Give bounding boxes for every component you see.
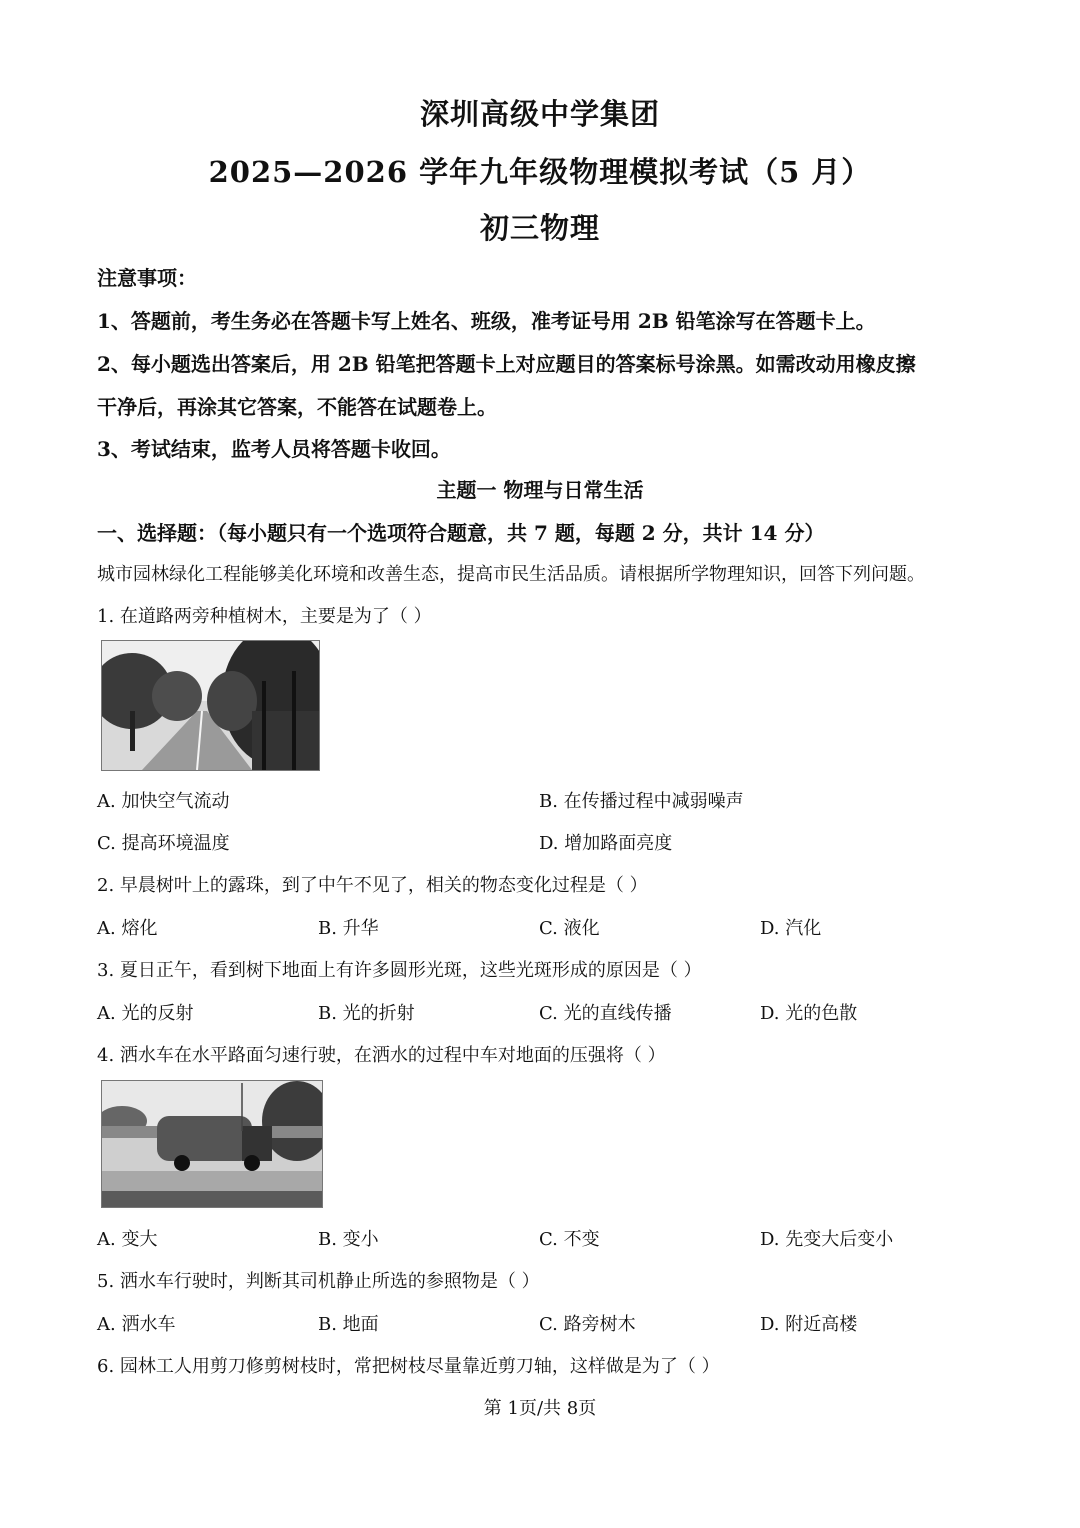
option-d[interactable]: D. 附近高楼 bbox=[760, 1314, 858, 1335]
option-d[interactable]: D. 先变大后变小 bbox=[760, 1229, 894, 1250]
question-stem: 3. 夏日正午，看到树下地面上有许多圆形光斑，这些光斑形成的原因是（ ） bbox=[97, 960, 702, 981]
school-title: 深圳高级中学集团 bbox=[419, 97, 660, 131]
option-b[interactable]: B. 光的折射 bbox=[318, 1003, 415, 1024]
option-b[interactable]: B. 升华 bbox=[318, 918, 379, 939]
question-stem: 5. 洒水车行驶时，判断其司机静止所选的参照物是（ ） bbox=[97, 1271, 540, 1292]
page-footer: 第 1页/共 8页 bbox=[483, 1398, 597, 1419]
option-b[interactable]: B. 变小 bbox=[318, 1229, 379, 1250]
option-a[interactable]: A. 变大 bbox=[97, 1229, 158, 1250]
option-b[interactable]: B. 地面 bbox=[318, 1314, 379, 1335]
question-stem: 2. 早晨树叶上的露珠，到了中午不见了，相关的物态变化过程是（ ） bbox=[97, 875, 648, 896]
note-item: 1、答题前，考生务必在答题卡写上姓名、班级，准考证号用 2B 铅笔涂写在答题卡上。 bbox=[97, 309, 876, 333]
option-d[interactable]: D. 增加路面亮度 bbox=[539, 833, 673, 854]
option-a[interactable]: A. 熔化 bbox=[97, 918, 158, 939]
option-a[interactable]: A. 加快空气流动 bbox=[97, 791, 230, 812]
option-a[interactable]: A. 洒水车 bbox=[97, 1314, 176, 1335]
option-c[interactable]: C. 光的直线传播 bbox=[539, 1003, 672, 1024]
subject-title: 初三物理 bbox=[479, 211, 600, 245]
option-d[interactable]: D. 汽化 bbox=[760, 918, 822, 939]
option-b[interactable]: B. 在传播过程中减弱噪声 bbox=[539, 791, 744, 812]
theme-heading: 主题一 物理与日常生活 bbox=[436, 478, 644, 502]
option-a[interactable]: A. 光的反射 bbox=[97, 1003, 194, 1024]
note-item: 干净后，再涂其它答案，不能答在试题卷上。 bbox=[97, 395, 497, 419]
question-stem: 6. 园林工人用剪刀修剪树枝时，常把树枝尽量靠近剪刀轴，这样做是为了（ ） bbox=[97, 1356, 720, 1377]
option-c[interactable]: C. 液化 bbox=[539, 918, 600, 939]
option-d[interactable]: D. 光的色散 bbox=[760, 1003, 858, 1024]
note-item: 2、每小题选出答案后，用 2B 铅笔把答题卡上对应题目的答案标号涂黑。如需改动用橡皮擦 bbox=[97, 352, 916, 376]
notes-heading: 注意事项： bbox=[97, 266, 197, 290]
question-stem: 4. 洒水车在水平路面匀速行驶，在洒水的过程中车对地面的压强将（ ） bbox=[97, 1045, 666, 1066]
section-intro: 城市园林绿化工程能够美化环境和改善生态，提高市民生活品质。请根据所学物理知识，回答下列问题。 bbox=[97, 564, 925, 585]
option-c[interactable]: C. 提高环境温度 bbox=[97, 833, 230, 854]
sprinkler-truck-photo bbox=[101, 1080, 323, 1208]
tree-lined-road-photo bbox=[101, 640, 320, 771]
note-item: 3、考试结束，监考人员将答题卡收回。 bbox=[97, 437, 451, 461]
option-c[interactable]: C. 路旁树木 bbox=[539, 1314, 636, 1335]
exam-title: 2025—2026 学年九年级物理模拟考试（5 月） bbox=[208, 155, 872, 189]
question-stem: 1. 在道路两旁种植树木，主要是为了（ ） bbox=[97, 606, 432, 627]
option-c[interactable]: C. 不变 bbox=[539, 1229, 600, 1250]
section-heading: 一、选择题：（每小题只有一个选项符合题意，共 7 题，每题 2 分，共计 14 分） bbox=[97, 521, 825, 545]
